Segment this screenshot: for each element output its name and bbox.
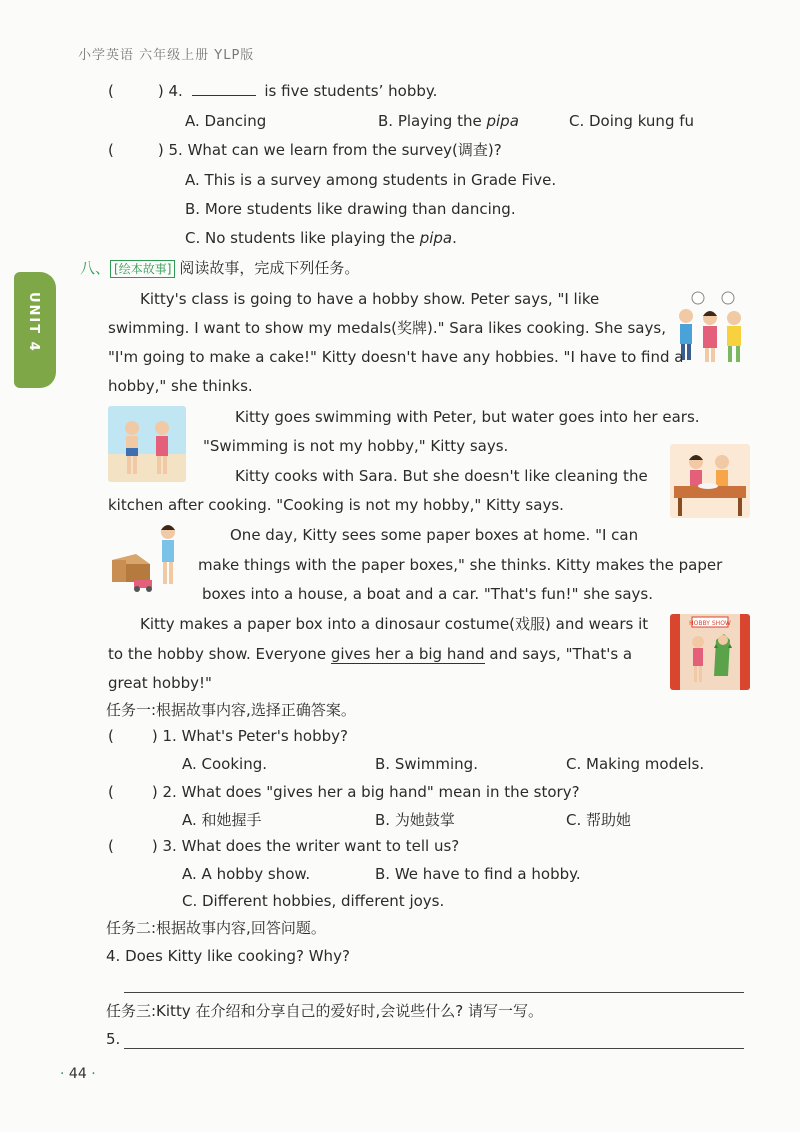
answer-paren-4[interactable]: ( ) bbox=[108, 82, 164, 100]
q5-option-b[interactable]: B. More students like drawing than dancing. bbox=[185, 200, 516, 218]
story-p5-line2-end: and says, "That's a bbox=[489, 645, 633, 663]
task1-question-3 bbox=[108, 836, 459, 856]
section-8-heading bbox=[80, 258, 359, 278]
hobby-show-sign: HOBBY SHOW bbox=[689, 620, 731, 627]
question-4 bbox=[108, 81, 437, 101]
answer-paren-t1q3[interactable]: ( ) bbox=[108, 837, 158, 855]
story-p3-line1: Kitty cooks with Sara. But she doesn't like cleaning the bbox=[235, 467, 648, 485]
task-3-title: 任务三:Kitty 在介绍和分享自己的爱好时,会说些什么? 请写一写。 bbox=[106, 1002, 543, 1020]
t1q3-option-b[interactable]: B. We have to find a hobby. bbox=[375, 865, 581, 883]
question-5 bbox=[108, 140, 502, 160]
page-header: 小学英语 六年级上册 YLP版 bbox=[78, 48, 255, 63]
t1q3-option-a[interactable]: A. A hobby show. bbox=[182, 865, 311, 883]
story-p5-line1: Kitty makes a paper box into a dinosaur costume(戏服) and wears it bbox=[140, 615, 649, 633]
story-p1-line4: hobby," she thinks. bbox=[108, 377, 253, 395]
task1-question-1 bbox=[108, 726, 348, 746]
fill-blank[interactable] bbox=[192, 81, 256, 96]
task1-question-3-text: 3. What does the writer want to tell us? bbox=[162, 837, 460, 855]
task2-question-4: 4. Does Kitty like cooking? Why? bbox=[106, 947, 350, 965]
story-p4-line2: make things with the paper boxes," she thinks. Kitty makes the paper bbox=[198, 556, 723, 574]
task-1-title: 任务一:根据故事内容,选择正确答案。 bbox=[106, 701, 356, 719]
q4-option-a[interactable]: A. Dancing bbox=[185, 112, 267, 130]
q5-option-c[interactable]: C. No students like playing the pipa. bbox=[185, 229, 457, 247]
t1q2-option-c[interactable]: C. 帮助她 bbox=[566, 811, 632, 829]
page-dot-left: · bbox=[60, 1066, 65, 1082]
answer-paren-t1q2[interactable]: ( ) bbox=[108, 783, 158, 801]
answer-line-4[interactable] bbox=[124, 992, 744, 993]
story-p1-line1: Kitty's class is going to have a hobby show. Peter says, "I like bbox=[140, 290, 600, 308]
thought-bubble-icon bbox=[722, 292, 734, 304]
task1-question-1-text: 1. What's Peter's hobby? bbox=[162, 727, 348, 745]
story-p2-line1: Kitty goes swimming with Peter, but water goes into her ears. bbox=[235, 408, 700, 426]
answer-paren-t1q1[interactable]: ( ) bbox=[108, 727, 158, 745]
cooking-illustration bbox=[670, 444, 750, 518]
story-p4-line1: One day, Kitty sees some paper boxes at home. "I can bbox=[230, 526, 639, 544]
q4-option-c[interactable]: C. Doing kung fu bbox=[569, 112, 695, 130]
q4-option-b[interactable]: B. Playing the pipa bbox=[378, 112, 519, 130]
t1q1-option-b[interactable]: B. Swimming. bbox=[375, 755, 478, 773]
t1q1-option-a[interactable]: A. Cooking. bbox=[182, 755, 268, 773]
q5-option-a[interactable]: A. This is a survey among students in Grade Five. bbox=[185, 171, 557, 189]
answer-line-5[interactable] bbox=[124, 1048, 744, 1049]
story-p3-line2: kitchen after cooking. "Cooking is not my hobby," Kitty says. bbox=[108, 496, 564, 514]
section-number: 八、 bbox=[80, 259, 111, 277]
t1q2-option-a[interactable]: A. 和她握手 bbox=[182, 811, 262, 829]
task1-question-2-text: 2. What does "gives her a big hand" mean in the story? bbox=[162, 783, 580, 801]
hobby-show-illustration bbox=[670, 614, 750, 690]
question-5-number: 5. bbox=[168, 141, 183, 159]
page-number-value: 44 bbox=[68, 1066, 87, 1082]
swimming-illustration bbox=[108, 406, 186, 482]
question-4-text: is five students’ hobby. bbox=[264, 82, 438, 100]
underlined-phrase: gives her a big hand bbox=[330, 645, 485, 663]
story-p1-line2: swimming. I want to show my medals(奖牌)." Sara likes cooking. She says, bbox=[108, 319, 666, 337]
task3-question-5: 5. bbox=[106, 1030, 121, 1048]
section-instruction: 阅读故事，完成下列任务。 bbox=[179, 259, 360, 277]
question-5-text: What can we learn from the survey(调查)? bbox=[187, 141, 502, 159]
answer-paren-5[interactable]: ( ) bbox=[108, 141, 164, 159]
page-dot-right: · bbox=[91, 1066, 96, 1082]
section-tag: [绘本故事] bbox=[110, 260, 175, 278]
t1q2-option-b[interactable]: B. 为她鼓掌 bbox=[375, 811, 455, 829]
story-p5-line2 bbox=[108, 640, 632, 669]
question-4-number: 4. bbox=[168, 82, 183, 100]
story-p5-line2-start: to the hobby show. Everyone bbox=[108, 645, 327, 663]
t1q1-option-c[interactable]: C. Making models. bbox=[566, 755, 705, 773]
t1q3-option-c[interactable]: C. Different hobbies, different joys. bbox=[182, 892, 445, 910]
unit-tab bbox=[14, 272, 56, 388]
story-p5-line3: great hobby!" bbox=[108, 674, 212, 692]
story-p2-line2: "Swimming is not my hobby," Kitty says. bbox=[203, 437, 509, 455]
boxes-illustration bbox=[106, 520, 192, 594]
story-p4-line3: boxes into a house, a boat and a car. "That's fun!" she says. bbox=[202, 585, 654, 603]
task1-question-2 bbox=[108, 782, 580, 802]
story-p1-line3: "I'm going to make a cake!" Kitty doesn't have any hobbies. "I have to find a bbox=[108, 348, 684, 366]
page-number bbox=[60, 1066, 96, 1082]
task-2-title: 任务二:根据故事内容,回答问题。 bbox=[106, 919, 326, 937]
unit-tab-label: UNIT 4 bbox=[26, 292, 41, 353]
thought-bubble-icon bbox=[692, 292, 704, 304]
